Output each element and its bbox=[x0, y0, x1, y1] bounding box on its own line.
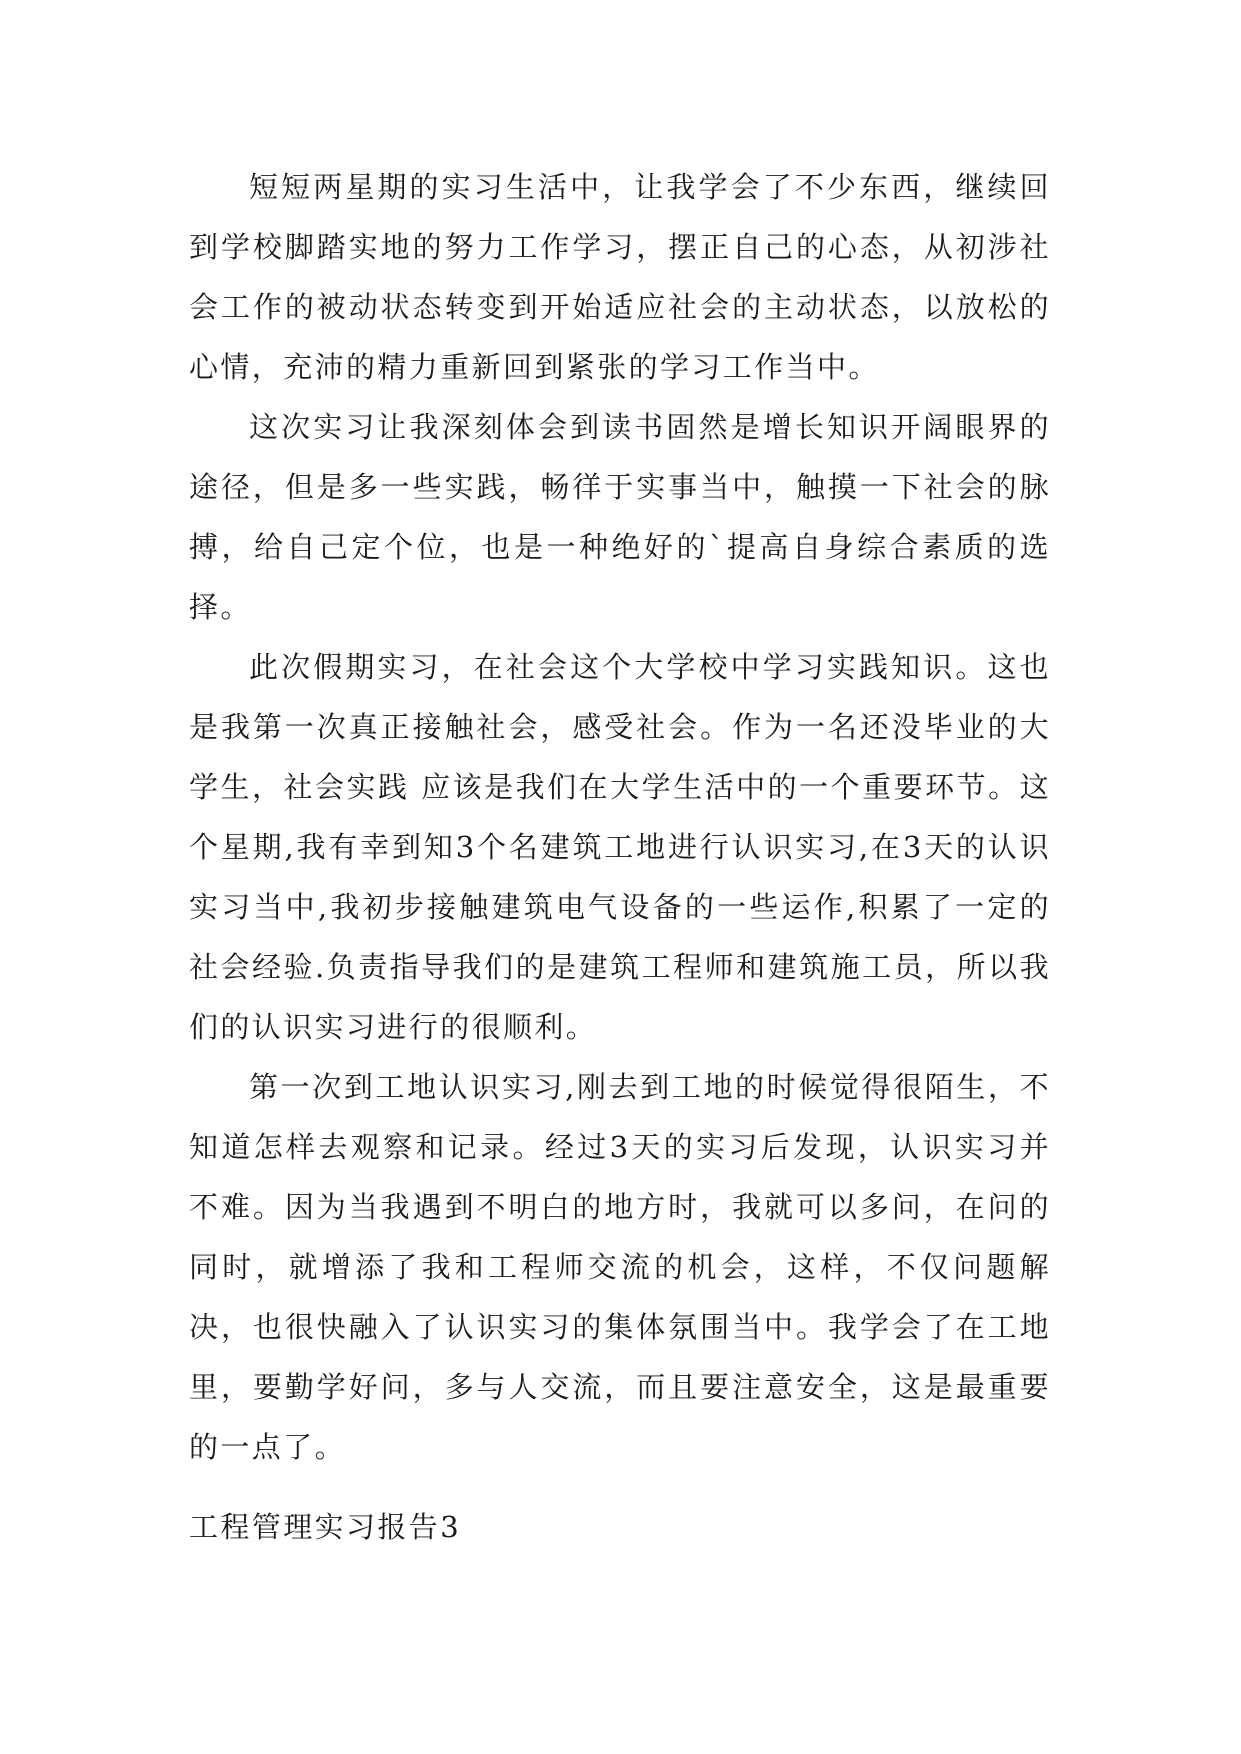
paragraph-4: 第一次到工地认识实习,刚去到工地的时候觉得很陌生，不知道怎样去观察和记录。经过3天的实习后发现，认识实习并不难。因为当我遇到不明白的地方时，我就可以多问，在问的同时，就增添了我和工程师交流的机会，这样，不仅问题解决，也很快融入了认识实习的集体氛围当中。我学会了在工地里，要勤学好问，多与人交流，而且要注意安全，这是最重要的一点了。 bbox=[189, 1070, 1051, 1464]
paragraph-3: 此次假期实习，在社会这个大学校中学习实践知识。这也是我第一次真正接触社会，感受社会。作为一名还没毕业的大学生，社会实践 应该是我们在大学生活中的一个重要环节。这个星期,我有幸到知3个名建筑工地进行认识实习,在3天的认识实习当中,我初步接触建筑电气设备的一些运作,积累了一定的社会经验.负责指导我们的是建筑工程师和建筑施工员，所以我们的认识实习进行的很顺利。 bbox=[189, 650, 1051, 1044]
section-heading: 工程管理实习报告3 bbox=[189, 1510, 462, 1544]
paragraph-1: 短短两星期的实习生活中，让我学会了不少东西，继续回到学校脚踏实地的努力工作学习，摆正自己的心态，从初涉社会工作的被动状态转变到开始适应社会的主动状态，以放松的心情，充沛的精力重新回到紧张的学习工作当中。 bbox=[189, 170, 1051, 384]
paragraph-2: 这次实习让我深刻体会到读书固然是增长知识开阔眼界的途径，但是多一些实践，畅徉于实事当中，触摸一下社会的脉搏，给自己定个位，也是一种绝好的`提高自身综合素质的选择。 bbox=[189, 410, 1051, 624]
document-body bbox=[189, 157, 1051, 1477]
